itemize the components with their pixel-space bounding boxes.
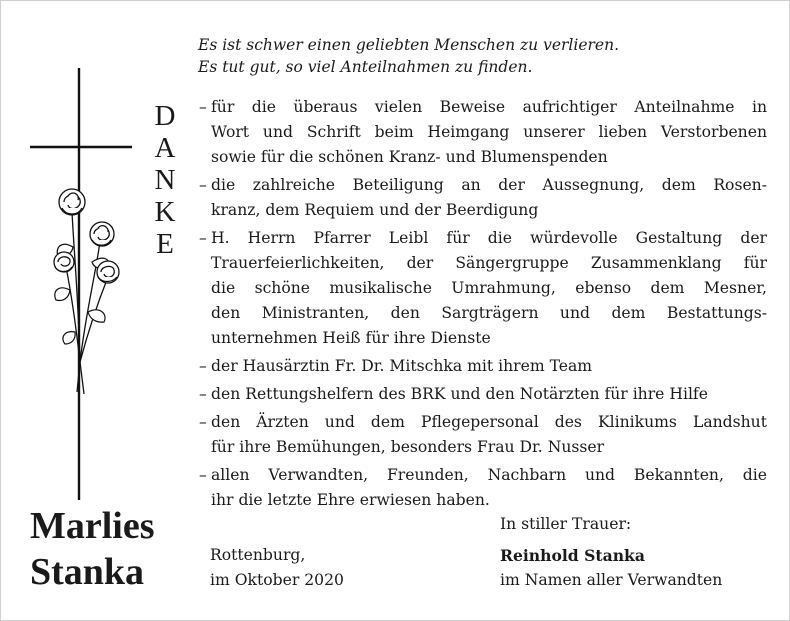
place-date: im Oktober 2020	[210, 571, 344, 589]
thanks-line: sowie für die schönen Kranz- und Blumenspenden	[211, 148, 608, 166]
thanks-line: unternehmen Heiß für ihre Dienste	[211, 329, 491, 347]
mourner-name: Reinhold Stanka	[500, 546, 645, 565]
thanks-item	[199, 382, 767, 407]
place-city: Rottenburg,	[210, 546, 306, 564]
thanks-line: kranz, dem Requiem und der Beerdigung	[211, 201, 539, 219]
thanks-item	[199, 463, 767, 513]
deceased-name	[30, 503, 155, 595]
thanks-item	[199, 95, 767, 170]
danke-letter: E	[156, 228, 174, 260]
dash-marker: –	[199, 357, 207, 375]
thanks-line: Wort und Schrift beim Heimgang unserer lieben Verstorbenen	[211, 123, 767, 141]
dash-marker: –	[199, 176, 207, 194]
thanks-line: allen Verwandten, Freunden, Nachbarn und Bekannten, die	[211, 466, 767, 484]
thanks-item	[199, 354, 767, 379]
thanks-line: den Ärzten und dem Pflegepersonal des Klinikums Landshut	[211, 413, 767, 431]
thanks-line: den Ministranten, den Sargträgern und dem Bestattungs-	[211, 304, 767, 322]
thanks-line: H. Herrn Pfarrer Leibl für die würdevolle Gestaltung der	[211, 229, 767, 247]
thanks-item	[199, 410, 767, 460]
thanks-line: die schöne musikalische Umrahmung, ebenso dem Mesner,	[211, 279, 767, 297]
thanks-line: ihr die letzte Ehre erwiesen haben.	[211, 491, 490, 509]
danke-vertical-heading	[147, 100, 183, 260]
thanks-item	[199, 226, 767, 351]
dash-marker: –	[199, 229, 207, 247]
danke-letter: N	[154, 164, 176, 196]
thanks-line: der Hausärztin Fr. Dr. Mitschka mit ihrem Team	[211, 357, 593, 375]
deceased-last-name: Stanka	[30, 551, 145, 593]
mourners-signature	[500, 512, 722, 593]
intro-verse	[198, 34, 619, 78]
dash-marker: –	[199, 385, 207, 403]
thanks-line: für die überaus vielen Beweise aufrichtiger Anteilnahme in	[211, 98, 767, 116]
thanks-line: den Rettungshelfern des BRK und den Notärzten für ihre Hilfe	[211, 385, 708, 403]
thanks-list	[199, 95, 767, 516]
danke-letter: D	[154, 100, 176, 132]
deceased-first-name: Marlies	[30, 505, 155, 547]
intro-line-1: Es ist schwer einen geliebten Menschen zu verlieren.	[198, 36, 619, 54]
thanks-line: die zahlreiche Beteiligung an der Aussegnung, dem Rosen-	[211, 176, 767, 194]
dash-marker: –	[199, 466, 207, 484]
mourners-on-behalf: im Namen aller Verwandten	[500, 571, 723, 589]
dash-marker: –	[199, 98, 207, 116]
place-and-date	[210, 543, 344, 593]
danke-letter: A	[154, 132, 176, 164]
thanks-item	[199, 173, 767, 223]
dash-marker: –	[199, 413, 207, 431]
thanks-line: Trauerfeierlichkeiten, der Sängergruppe Zusammenklang für	[211, 254, 767, 272]
intro-line-2: Es tut gut, so viel Anteilnahmen zu finden.	[198, 58, 533, 76]
danke-letter: K	[154, 196, 176, 228]
cross-with-roses-icon	[28, 62, 138, 502]
thanks-line: für ihre Bemühungen, besonders Frau Dr. Nusser	[211, 438, 605, 456]
mourners-heading: In stiller Trauer:	[500, 515, 632, 533]
